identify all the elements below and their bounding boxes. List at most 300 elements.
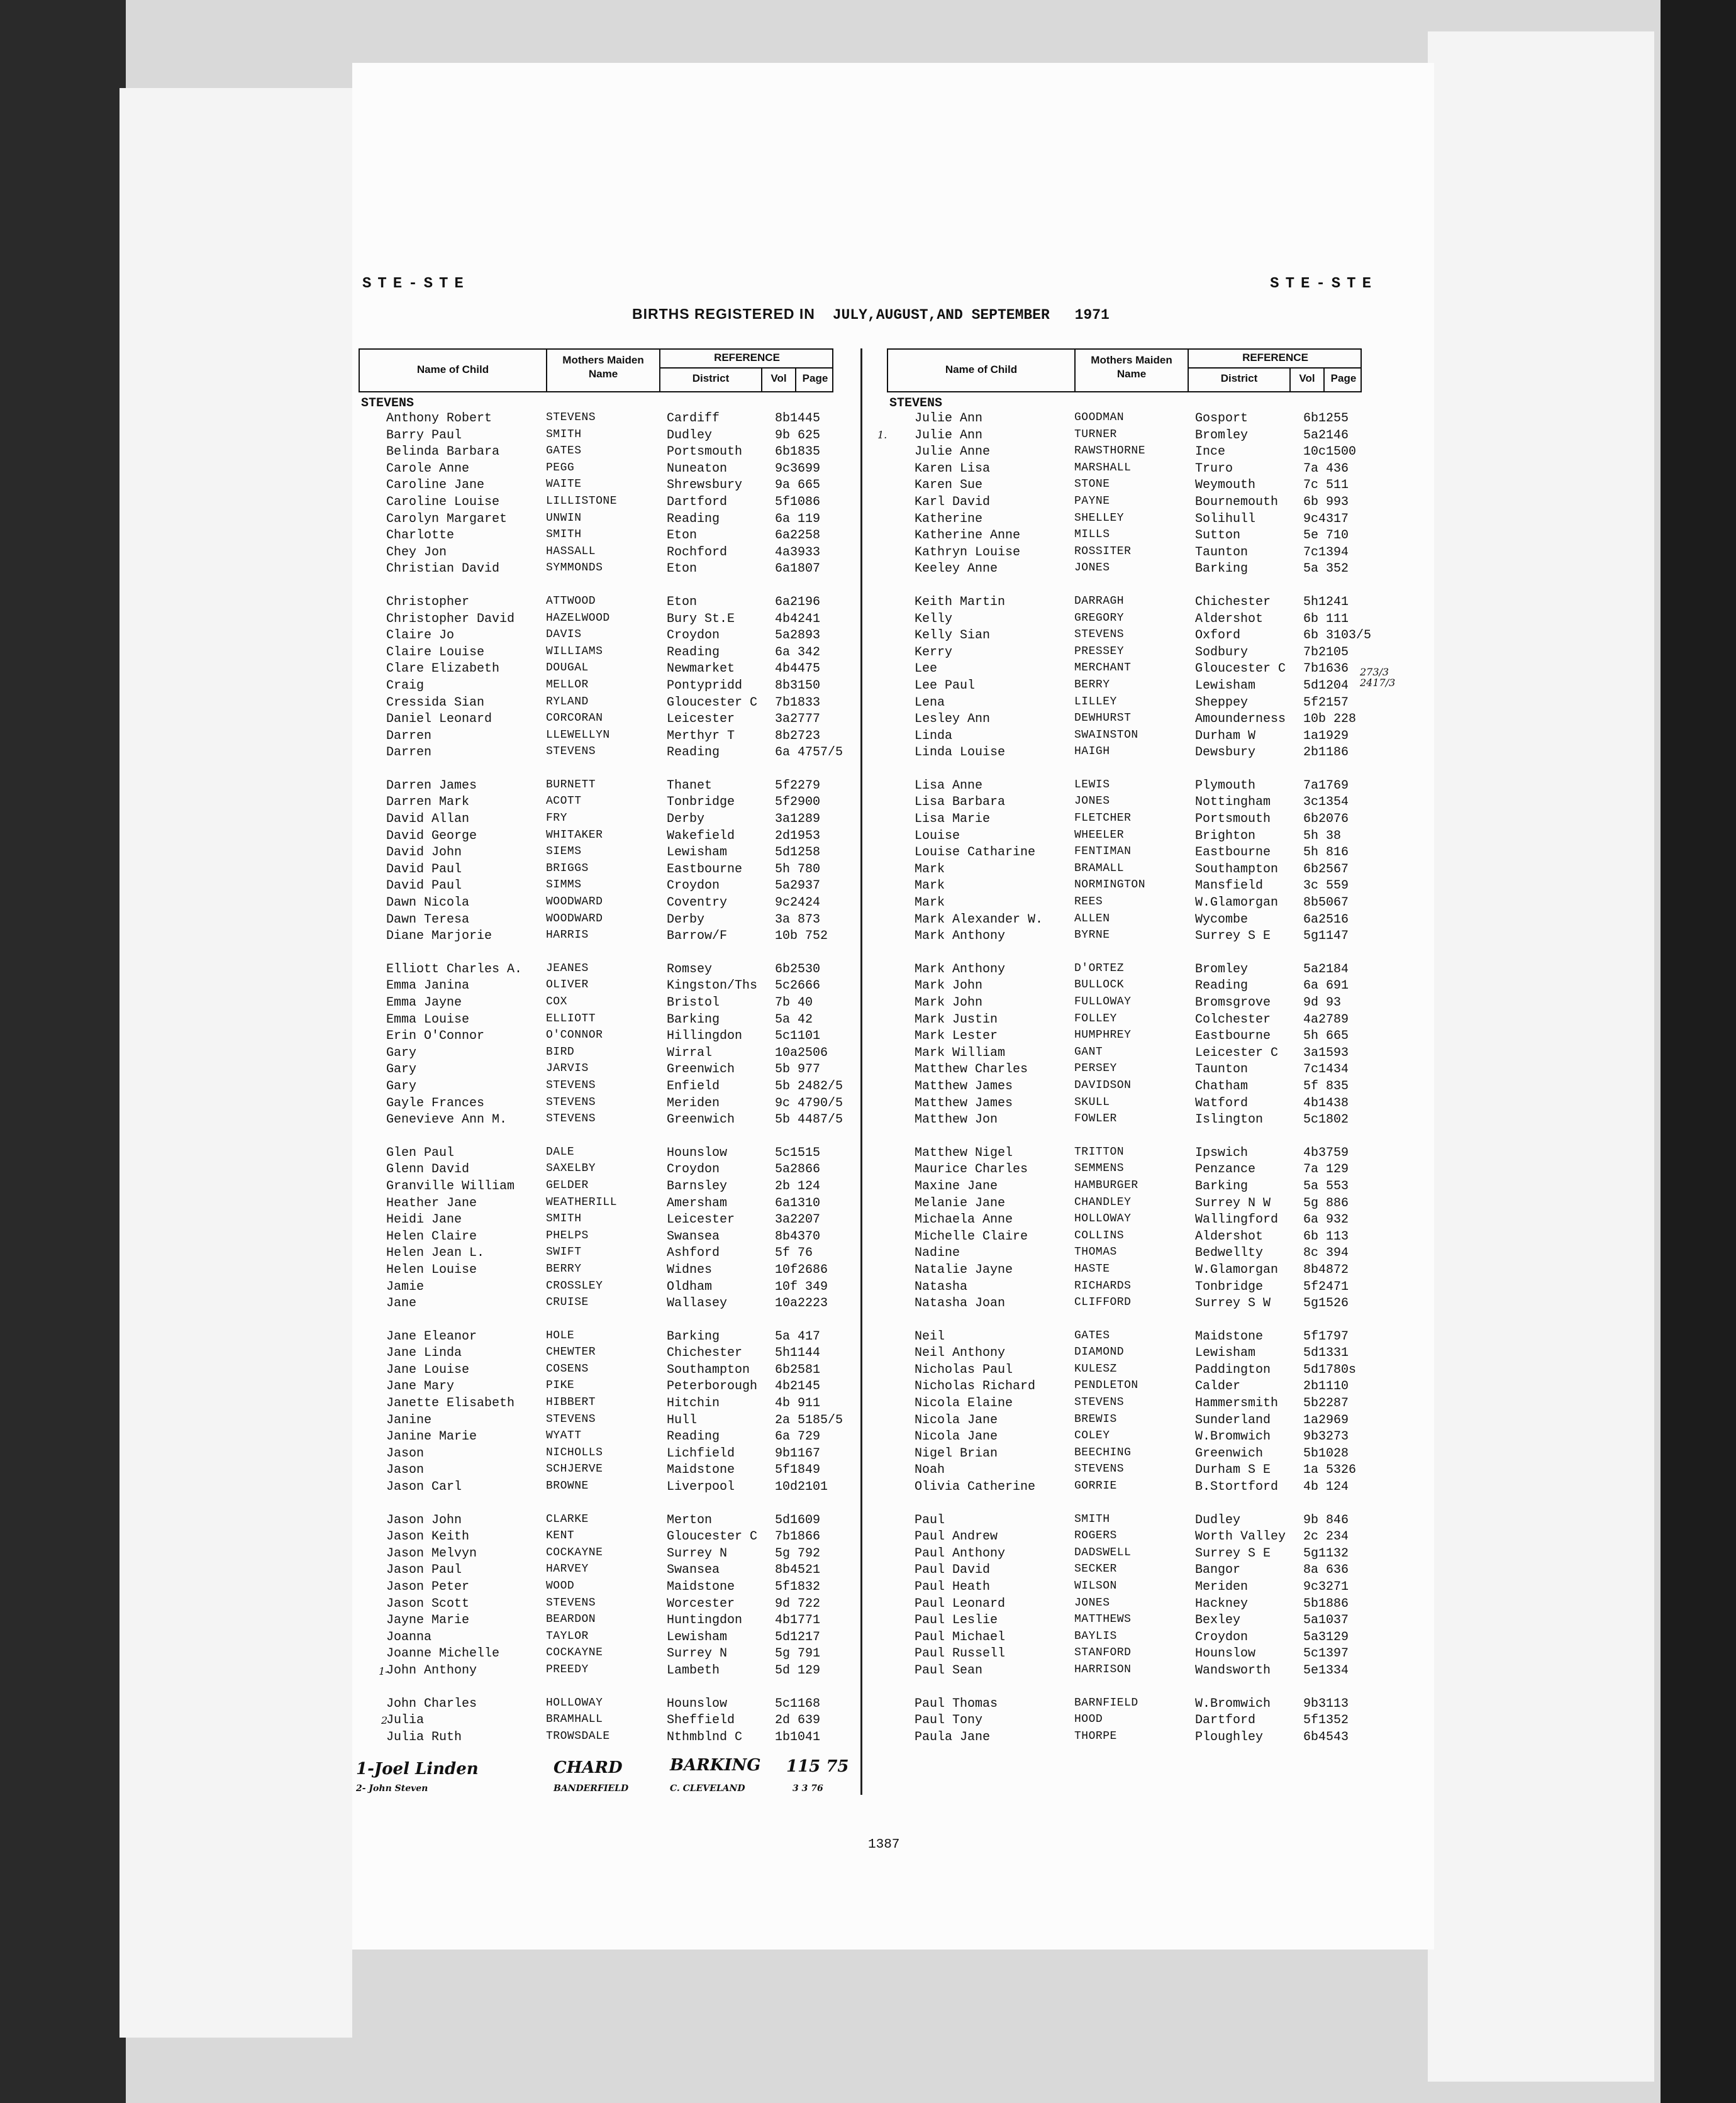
district: Worth Valley: [1195, 1529, 1286, 1545]
reference: 5b 977: [775, 1062, 821, 1077]
register-entry: [887, 1646, 1362, 1663]
reference: 3a2207: [775, 1212, 821, 1228]
reference: 4b1438: [1303, 1096, 1349, 1111]
reference: 6a 691: [1303, 979, 1349, 994]
reference: 5g1526: [1303, 1296, 1349, 1311]
register-entry: [359, 1663, 833, 1680]
child-name: Neil Anthony: [915, 1346, 1006, 1361]
reference: 9a 665: [775, 478, 821, 493]
register-entry: [359, 1029, 833, 1046]
district: Taunton: [1195, 545, 1249, 560]
district: Croydon: [667, 879, 720, 894]
district: Lambeth: [667, 1663, 720, 1678]
reference: 5a1037: [1303, 1613, 1349, 1628]
child-name: Glen Paul: [386, 1145, 455, 1160]
mothers-maiden-name: HASSALL: [546, 545, 596, 558]
child-name: Mark Justin: [915, 1012, 998, 1027]
header-page: Page: [1330, 372, 1357, 384]
reference: 5d1217: [775, 1629, 821, 1645]
district: Reading: [1195, 979, 1249, 994]
register-entry: [359, 1229, 833, 1246]
mothers-maiden-name: PAYNE: [1074, 494, 1110, 508]
district: Reading: [667, 645, 720, 660]
mothers-maiden-name: SIMMS: [546, 879, 582, 892]
mothers-maiden-name: HARVEY: [546, 1563, 589, 1576]
mothers-maiden-name: MERCHANT: [1074, 662, 1132, 675]
child-name: Lee Paul: [915, 678, 976, 693]
register-entry: [359, 896, 833, 913]
child-name: Michaela Anne: [915, 1212, 1013, 1228]
child-name: Emma Louise: [386, 1012, 470, 1027]
mothers-maiden-name: SCHJERVE: [546, 1463, 603, 1476]
child-name: Paul Michael: [915, 1629, 1006, 1645]
reference: 5g 792: [775, 1546, 821, 1561]
mothers-maiden-name: COX: [546, 996, 567, 1008]
header-reference: REFERENCE: [1242, 352, 1308, 363]
mothers-maiden-name: ELLIOTT: [546, 1012, 596, 1025]
reference: 6b2530: [775, 962, 821, 977]
district: Wakefield: [667, 828, 735, 843]
district: Gloucester C: [667, 1529, 758, 1545]
district: Greenwich: [667, 1062, 735, 1077]
register-entry: [887, 478, 1362, 495]
mothers-maiden-name: PHELPS: [546, 1229, 589, 1242]
reference: 9c3699: [775, 461, 821, 476]
child-name: Karen Sue: [915, 478, 983, 493]
title-year: 1971: [1074, 307, 1110, 323]
mothers-maiden-name: PRESSEY: [1074, 645, 1125, 658]
district: Cardiff: [667, 411, 720, 426]
district: Mansfield: [1195, 879, 1264, 894]
mothers-maiden-name: WOODWARD: [546, 912, 603, 925]
scan-backing-right: [1428, 31, 1654, 2082]
mothers-maiden-name: STEVENS: [1074, 1463, 1125, 1476]
reference: 5c1515: [775, 1145, 821, 1160]
child-name: Jane Mary: [386, 1379, 455, 1394]
child-name: Jason: [386, 1446, 425, 1461]
mothers-maiden-name: SWAINSTON: [1074, 728, 1138, 741]
register-entry: [359, 1412, 843, 1430]
mothers-maiden-name: STEVENS: [546, 1113, 596, 1126]
mothers-maiden-name: SEMMENS: [1074, 1162, 1125, 1175]
reference: 6a 342: [775, 645, 821, 660]
register-entry: [359, 1179, 833, 1196]
reference: 5g 791: [775, 1646, 821, 1662]
reference: 9d 93: [1303, 996, 1342, 1010]
left-entries: [359, 411, 843, 1746]
reference: 9c2424: [775, 896, 821, 911]
child-name: David George: [386, 828, 477, 843]
district: Derby: [667, 912, 705, 927]
reference: 5h1241: [1303, 594, 1349, 609]
mothers-maiden-name: STANFORD: [1074, 1646, 1132, 1660]
register-entry: [359, 1463, 833, 1480]
mothers-maiden-name: REES: [1074, 896, 1103, 909]
child-name: Maurice Charles: [915, 1162, 1028, 1177]
mothers-maiden-name: WAITE: [546, 478, 582, 491]
district: Chichester: [1195, 594, 1271, 609]
register-entry: [887, 495, 1362, 512]
district: Peterborough: [667, 1379, 758, 1394]
register-entry: [887, 1396, 1362, 1413]
child-name: Matthew Charles: [915, 1062, 1028, 1077]
mothers-maiden-name: STEVENS: [546, 1596, 596, 1609]
reference: 6b 111: [1303, 611, 1349, 626]
child-name: John Anthony: [386, 1663, 477, 1678]
register-entry: [887, 1263, 1362, 1280]
reference: 10f2686: [775, 1262, 828, 1277]
reference: 5f2279: [775, 778, 821, 793]
child-name: Jason John: [386, 1512, 462, 1528]
register-entry: [359, 1146, 833, 1163]
district: Dartford: [1195, 1713, 1256, 1728]
reference: 1b1041: [775, 1729, 821, 1745]
district: Maidstone: [667, 1463, 735, 1478]
register-entry: [887, 445, 1362, 462]
reference: 6b1255: [1303, 411, 1349, 426]
register-entry: [359, 1079, 843, 1096]
district: Hull: [667, 1412, 698, 1428]
district: Hitchin: [667, 1396, 720, 1411]
register-entry: [887, 1113, 1362, 1129]
mothers-maiden-name: BURNETT: [546, 778, 596, 791]
reference: 5b 2482/5: [775, 1079, 843, 1094]
register-entry: [887, 1429, 1362, 1446]
header-name-of-child: Name of Child: [945, 363, 1018, 375]
register-entry: [359, 1196, 833, 1213]
district: Rochford: [667, 545, 728, 560]
register-entry: [359, 1713, 833, 1730]
register-entry: [887, 812, 1362, 829]
district: Hounslow: [667, 1145, 728, 1160]
mothers-maiden-name: BIRD: [546, 1045, 575, 1058]
handwritten-entry-1-ref: 115 75: [786, 1757, 849, 1776]
mothers-maiden-name: GANT: [1074, 1045, 1103, 1058]
mothers-maiden-name: TRITTON: [1074, 1145, 1125, 1158]
register-entry: [887, 696, 1362, 713]
section-gap: [359, 946, 833, 962]
district: Widnes: [667, 1262, 713, 1277]
register-entry: [359, 862, 833, 879]
mothers-maiden-name: TURNER: [1074, 428, 1117, 441]
register-entry: [359, 879, 833, 896]
child-name: Paul Russell: [915, 1646, 1006, 1662]
mothers-maiden-name: STEVENS: [1074, 1396, 1125, 1409]
register-entry: [359, 428, 833, 445]
child-name: Paul Thomas: [915, 1696, 998, 1711]
reference: 6a2258: [775, 528, 821, 543]
district: Hillingdon: [667, 1029, 743, 1044]
reference: 9c3271: [1303, 1580, 1349, 1594]
mothers-maiden-name: LILLISTONE: [546, 494, 618, 508]
mothers-maiden-name: SMITH: [1074, 1512, 1110, 1526]
district: Eastbourne: [667, 862, 743, 877]
district: Hackney: [1195, 1596, 1249, 1611]
district: Gosport: [1195, 411, 1249, 426]
district: Sheffield: [667, 1713, 735, 1728]
register-entry: [359, 1597, 833, 1614]
child-name: Jason Scott: [386, 1596, 470, 1611]
child-name: Kelly: [915, 611, 953, 626]
mothers-maiden-name: SWIFT: [546, 1246, 582, 1259]
reference: 9b1167: [775, 1446, 821, 1461]
reference: 7c 511: [1303, 478, 1349, 493]
mothers-maiden-name: UNWIN: [546, 511, 582, 524]
reference: 5f2471: [1303, 1279, 1349, 1294]
district: Oldham: [667, 1279, 713, 1294]
child-name: David John: [386, 845, 462, 860]
mothers-maiden-name: BERRY: [1074, 678, 1110, 691]
child-name: Charlotte: [386, 528, 455, 543]
register-entry: [359, 478, 833, 495]
child-name: Katherine Anne: [915, 528, 1021, 543]
reference: 3c 559: [1303, 879, 1349, 894]
reference: 10b 228: [1303, 712, 1357, 727]
district: Reading: [667, 511, 720, 526]
district: Islington: [1195, 1113, 1264, 1128]
register-entry: [887, 1413, 1362, 1430]
reference: 5a 553: [1303, 1179, 1349, 1194]
register-entry: [887, 1246, 1362, 1263]
district: Huntingdon: [667, 1613, 743, 1628]
child-name: Helen Claire: [386, 1229, 477, 1244]
district: Meriden: [1195, 1580, 1249, 1594]
section-gap: [359, 1680, 833, 1697]
reference: 10c1500: [1303, 445, 1357, 460]
reference: 6b 3103/5: [1303, 628, 1372, 643]
child-name: Paul Anthony: [915, 1546, 1006, 1561]
register-entry: [359, 1580, 833, 1597]
register-entry: [359, 1630, 833, 1647]
child-name: David Allan: [386, 812, 470, 827]
reference: 10d2101: [775, 1480, 828, 1495]
district: Croydon: [1195, 1629, 1249, 1645]
district: Taunton: [1195, 1062, 1249, 1077]
reference: 4a2789: [1303, 1012, 1349, 1027]
child-name: Paul Tony: [915, 1713, 983, 1728]
register-entry: [887, 1363, 1362, 1380]
mothers-maiden-name: STEVENS: [1074, 628, 1125, 641]
child-name: Keeley Anne: [915, 562, 998, 577]
mothers-maiden-name: WILSON: [1074, 1580, 1117, 1592]
reference: 2d 639: [775, 1713, 821, 1728]
district: Brighton: [1195, 828, 1256, 843]
register-entry: [359, 462, 833, 479]
reference: 2b1186: [1303, 745, 1349, 760]
child-name: Heather Jane: [386, 1196, 477, 1211]
section-gap: [359, 1129, 833, 1146]
child-name: Jason Paul: [386, 1563, 462, 1578]
register-entry: [887, 1513, 1362, 1530]
district: Chatham: [1195, 1079, 1249, 1094]
register-entry: [887, 562, 1362, 579]
register-entry: [887, 1212, 1362, 1229]
mothers-maiden-name: PIKE: [546, 1379, 575, 1392]
district: Barking: [1195, 562, 1249, 577]
mothers-maiden-name: HOLE: [546, 1329, 575, 1342]
child-name: Gary: [386, 1045, 417, 1060]
reference: 6a1807: [775, 562, 821, 577]
child-name: Lena: [915, 695, 945, 710]
mothers-maiden-name: SAXELBY: [546, 1162, 596, 1175]
mothers-maiden-name: COCKAYNE: [546, 1546, 603, 1559]
district: Leicester: [667, 712, 735, 727]
register-entry: [887, 1713, 1362, 1730]
mothers-maiden-name: TROWSDALE: [546, 1729, 610, 1743]
register-entry: [359, 929, 833, 946]
district: Calder: [1195, 1379, 1241, 1394]
mothers-maiden-name: JONES: [1074, 562, 1110, 575]
register-entry: [359, 1396, 833, 1413]
child-name: Jason Carl: [386, 1480, 462, 1495]
child-name: Natalie Jayne: [915, 1262, 1013, 1277]
mothers-maiden-name: CLARKE: [546, 1512, 589, 1526]
header-name-of-child: Name of Child: [416, 363, 489, 375]
reference: 5h1144: [775, 1346, 821, 1361]
register-entry: [887, 1480, 1362, 1497]
mothers-maiden-name: COCKAYNE: [546, 1646, 603, 1660]
district: Croydon: [667, 1162, 720, 1177]
mothers-maiden-name: GORRIE: [1074, 1480, 1117, 1493]
district: Southampton: [1195, 862, 1279, 877]
district: Romsey: [667, 962, 713, 977]
child-name: Diane Marjorie: [386, 929, 492, 944]
child-name: Noah: [915, 1463, 945, 1478]
register-entry: [359, 1062, 833, 1079]
mothers-maiden-name: HIBBERT: [546, 1396, 596, 1409]
mothers-maiden-name: ROSSITER: [1074, 545, 1132, 558]
header-vol: Vol: [1299, 372, 1315, 384]
mothers-maiden-name: COLLINS: [1074, 1229, 1125, 1242]
reference: 6a 729: [775, 1429, 821, 1445]
district: Lewisham: [1195, 1346, 1256, 1361]
mothers-maiden-name: THORPE: [1074, 1729, 1117, 1743]
district: Wallasey: [667, 1296, 728, 1311]
district: Liverpool: [667, 1480, 735, 1495]
register-entry: [887, 1613, 1362, 1630]
mothers-maiden-name: BULLOCK: [1074, 979, 1125, 992]
register-entry: [359, 512, 833, 529]
reference: 5h 816: [1303, 845, 1349, 860]
child-name: Helen Louise: [386, 1262, 477, 1277]
child-name: Craig: [386, 678, 425, 693]
right-table-header: [887, 348, 1362, 392]
register-page: [352, 264, 1396, 1937]
header-district: District: [692, 372, 730, 384]
district: Barrow/F: [667, 929, 728, 944]
child-name: Jason Keith: [386, 1529, 470, 1545]
reference: 5b2287: [1303, 1396, 1349, 1411]
section-gap: [359, 762, 833, 779]
reference: 1a1929: [1303, 728, 1349, 743]
mothers-maiden-name: WHITAKER: [546, 828, 603, 841]
mothers-maiden-name: DEWHURST: [1074, 712, 1132, 725]
section-gap: [887, 1497, 1362, 1513]
register-entry: [359, 545, 833, 562]
mothers-maiden-name: MARSHALL: [1074, 461, 1132, 474]
district: Durham W: [1195, 728, 1256, 743]
child-name: Paula Jane: [915, 1729, 991, 1745]
reference: 10b 752: [775, 929, 828, 944]
reference: 2c 234: [1303, 1529, 1349, 1545]
header-mothers-maiden: Mothers Maiden Name: [1091, 354, 1172, 380]
child-name: Barry Paul: [386, 428, 462, 443]
district: Ashford: [667, 1246, 720, 1261]
district: Greenwich: [667, 1113, 735, 1128]
district: Gloucester C: [1195, 662, 1286, 677]
district: W.Bromwich: [1195, 1429, 1271, 1445]
register-entry: [359, 845, 833, 862]
section-gap: [359, 579, 833, 595]
register-entry: [887, 628, 1372, 645]
mothers-maiden-name: BAYLIS: [1074, 1629, 1117, 1643]
child-name: Christopher: [386, 594, 470, 609]
mothers-maiden-name: COLEY: [1074, 1429, 1110, 1443]
child-name: Michelle Claire: [915, 1229, 1028, 1244]
child-name: Nicholas Paul: [915, 1362, 1013, 1377]
district: Croydon: [667, 628, 720, 643]
scan-backing-left: [120, 88, 352, 2038]
child-name: Dawn Nicola: [386, 896, 470, 911]
mothers-maiden-name: MELLOR: [546, 678, 589, 691]
register-entry: [359, 1212, 833, 1229]
register-entry: [359, 812, 833, 829]
child-name: Elliott Charles A.: [386, 962, 523, 977]
header-page: Page: [802, 372, 828, 384]
register-entry: [887, 1529, 1362, 1546]
child-name: Melanie Jane: [915, 1196, 1006, 1211]
child-name: Chey Jon: [386, 545, 447, 560]
mothers-maiden-name: SIEMS: [546, 845, 582, 858]
child-name: Natasha Joan: [915, 1296, 1006, 1311]
register-entry: [887, 1463, 1362, 1480]
district: Aldershot: [1195, 1229, 1264, 1244]
district: Tonbridge: [667, 795, 735, 810]
index-range-left: STE-STE: [362, 275, 470, 292]
district: Eton: [667, 594, 698, 609]
handwritten-entry-1: [356, 1760, 479, 1778]
reference: 4b4241: [775, 611, 821, 626]
register-entry: [359, 795, 833, 812]
reference: 4b 911: [775, 1396, 821, 1411]
register-entry: [359, 662, 833, 679]
mothers-maiden-name: CROSSLEY: [546, 1279, 603, 1292]
child-name: Paul Sean: [915, 1663, 983, 1678]
reference: 9c4317: [1303, 511, 1349, 526]
mothers-maiden-name: BRAMALL: [1074, 862, 1125, 875]
register-entry: [887, 1329, 1362, 1346]
register-entry: [359, 712, 833, 729]
child-name: Carolyn Margaret: [386, 511, 508, 526]
district: Barnsley: [667, 1179, 728, 1194]
child-name: Louise: [915, 828, 960, 843]
district: Sheppey: [1195, 695, 1249, 710]
mothers-maiden-name: STEVENS: [546, 1079, 596, 1092]
reference: 5g 886: [1303, 1196, 1349, 1211]
mothers-maiden-name: O'CONNOR: [546, 1029, 603, 1042]
mothers-maiden-name: STEVENS: [546, 1412, 596, 1426]
reference: 6b1835: [775, 445, 821, 460]
register-entry: [359, 962, 833, 979]
mothers-maiden-name: D'ORTEZ: [1074, 962, 1125, 975]
mothers-maiden-name: ROGERS: [1074, 1529, 1117, 1543]
district: Coventry: [667, 896, 728, 911]
child-name: Julia Ruth: [386, 1729, 462, 1745]
child-name: Claire Jo: [386, 628, 455, 643]
mothers-maiden-name: JARVIS: [546, 1062, 589, 1075]
register-entry: [887, 1062, 1362, 1079]
district: Lewisham: [667, 1629, 728, 1645]
